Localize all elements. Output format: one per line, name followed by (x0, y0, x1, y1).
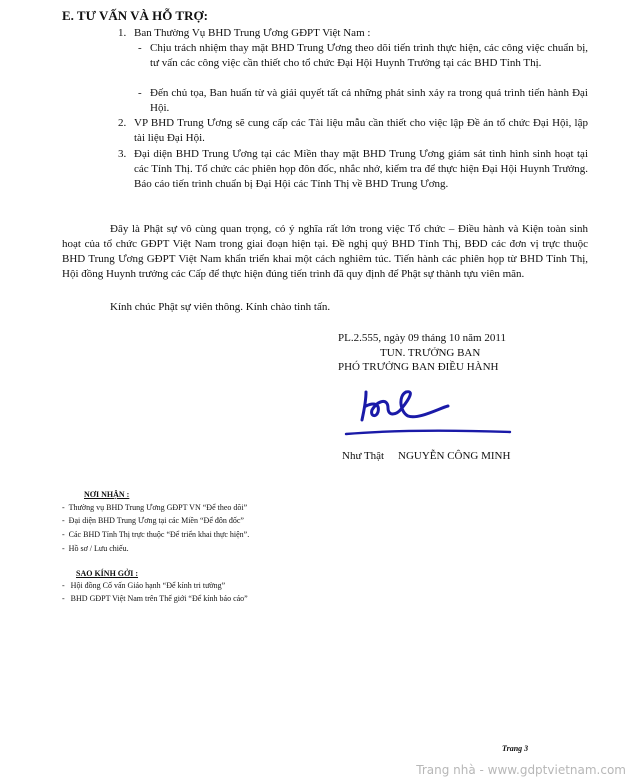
bullet-1-marker: - (138, 42, 142, 54)
item-3-number: 3. (118, 148, 127, 160)
body-paragraph: Đây là Phật sự vô cùng quan trọng, có ý nghĩa rất lớn trong việc Tổ chức – Điều hành và Kiện toàn sinh hoạt của tổ chức GĐPT Việt Nam trong giai đoạn hiện tại. Đề nghị quý BHD Tỉnh Thị, BĐD các đơn vị trực thuộc BHD Trung Ương GĐPT Việt Nam khẩn triển khai một cách nghiêm túc. Tiến hành các phiên họp từ BHD Tỉnh Thị, Hội đồng Huynh trưởng các Cấp để thực hiện đúng tiến trình đã quy định để Phật sự thành tựu viên mãn. (62, 223, 588, 280)
copy-item: - BHD GĐPT Việt Nam trên Thế giới “Để kính báo cáo” (62, 594, 248, 603)
recipient-item: - Hồ sơ / Lưu chiếu. (62, 544, 129, 553)
signer-dharma-name: Như Thật (342, 450, 385, 462)
handwritten-signature (344, 382, 514, 442)
item-3-text: Đại diện BHD Trung Ương tại các Miền thay mặt BHD Trung Ương giám sát tình hình sinh hoạt tại các Tỉnh Thị. Tổ chức các phiên họp đôn đốc, nhắc nhở, kiểm tra để thực hiện Đại Hội Huynh Trưởng. Báo cáo tiến trình chuẩn bị Đại Hội các Tỉnh Thị về BHD Trung Ương. (134, 148, 588, 190)
copy-item: - Hội đồng Cố vấn Giáo hạnh “Để kính tri tường” (62, 581, 226, 590)
page-number: Trang 3 (502, 744, 529, 753)
recipient-item: - Các BHD Tỉnh Thị trực thuộc “Để triển khai thực hiện”. (62, 530, 250, 539)
item-2-text: VP BHD Trung Ương sẽ cung cấp các Tài liệu mẫu cần thiết cho việc lập Đề án tổ chức Đại Hội, lập tài liệu Đại Hội. (134, 117, 588, 144)
recipient-item: - Thường vụ BHD Trung Ương GĐPT VN “Để theo dõi” (62, 503, 248, 512)
bullet-2-marker: - (138, 87, 142, 99)
signature-title-1: TUN. TRƯỞNG BAN (380, 347, 481, 359)
signer-name: NGUYỄN CÔNG MINH (398, 450, 511, 462)
signature-title-2: PHÓ TRƯỞNG BAN ĐIỀU HÀNH (338, 361, 499, 373)
bullet-1-text: Chịu trách nhiệm thay mặt BHD Trung Ương theo dõi tiến trình thực hiện, các công việc chuẩn bị, tư vấn các công việc cần thiết cho tổ chức Đại Hội Huynh Trưởng tại các BHD Tỉnh Thị. (150, 42, 588, 69)
closing-line: Kính chúc Phật sự viên thông. Kính chào tinh tấn. (110, 301, 331, 313)
item-1-number: 1. (118, 27, 127, 39)
section-heading: E. TƯ VẤN VÀ HỖ TRỢ: (62, 8, 208, 23)
bullet-2-text: Đến chủ tọa, Ban huấn từ và giải quyết tất cả những phát sinh xảy ra trong quá trình tiến hành Đại Hội. (150, 87, 588, 114)
copies-title: SAO KÍNH GỞI : (76, 569, 139, 578)
recipients-title: NƠI NHẬN : (84, 490, 130, 499)
item-2-number: 2. (118, 117, 127, 129)
signature-date: PL.2.555, ngày 09 tháng 10 năm 2011 (338, 332, 506, 344)
recipient-item: - Đại diện BHD Trung Ương tại các Miền “Để đôn đốc” (62, 516, 244, 525)
site-watermark: Trang nhà - www.gdptvietnam.com (416, 763, 626, 777)
item-1-text: Ban Thường Vụ BHD Trung Ương GĐPT Việt Nam : (134, 27, 371, 39)
